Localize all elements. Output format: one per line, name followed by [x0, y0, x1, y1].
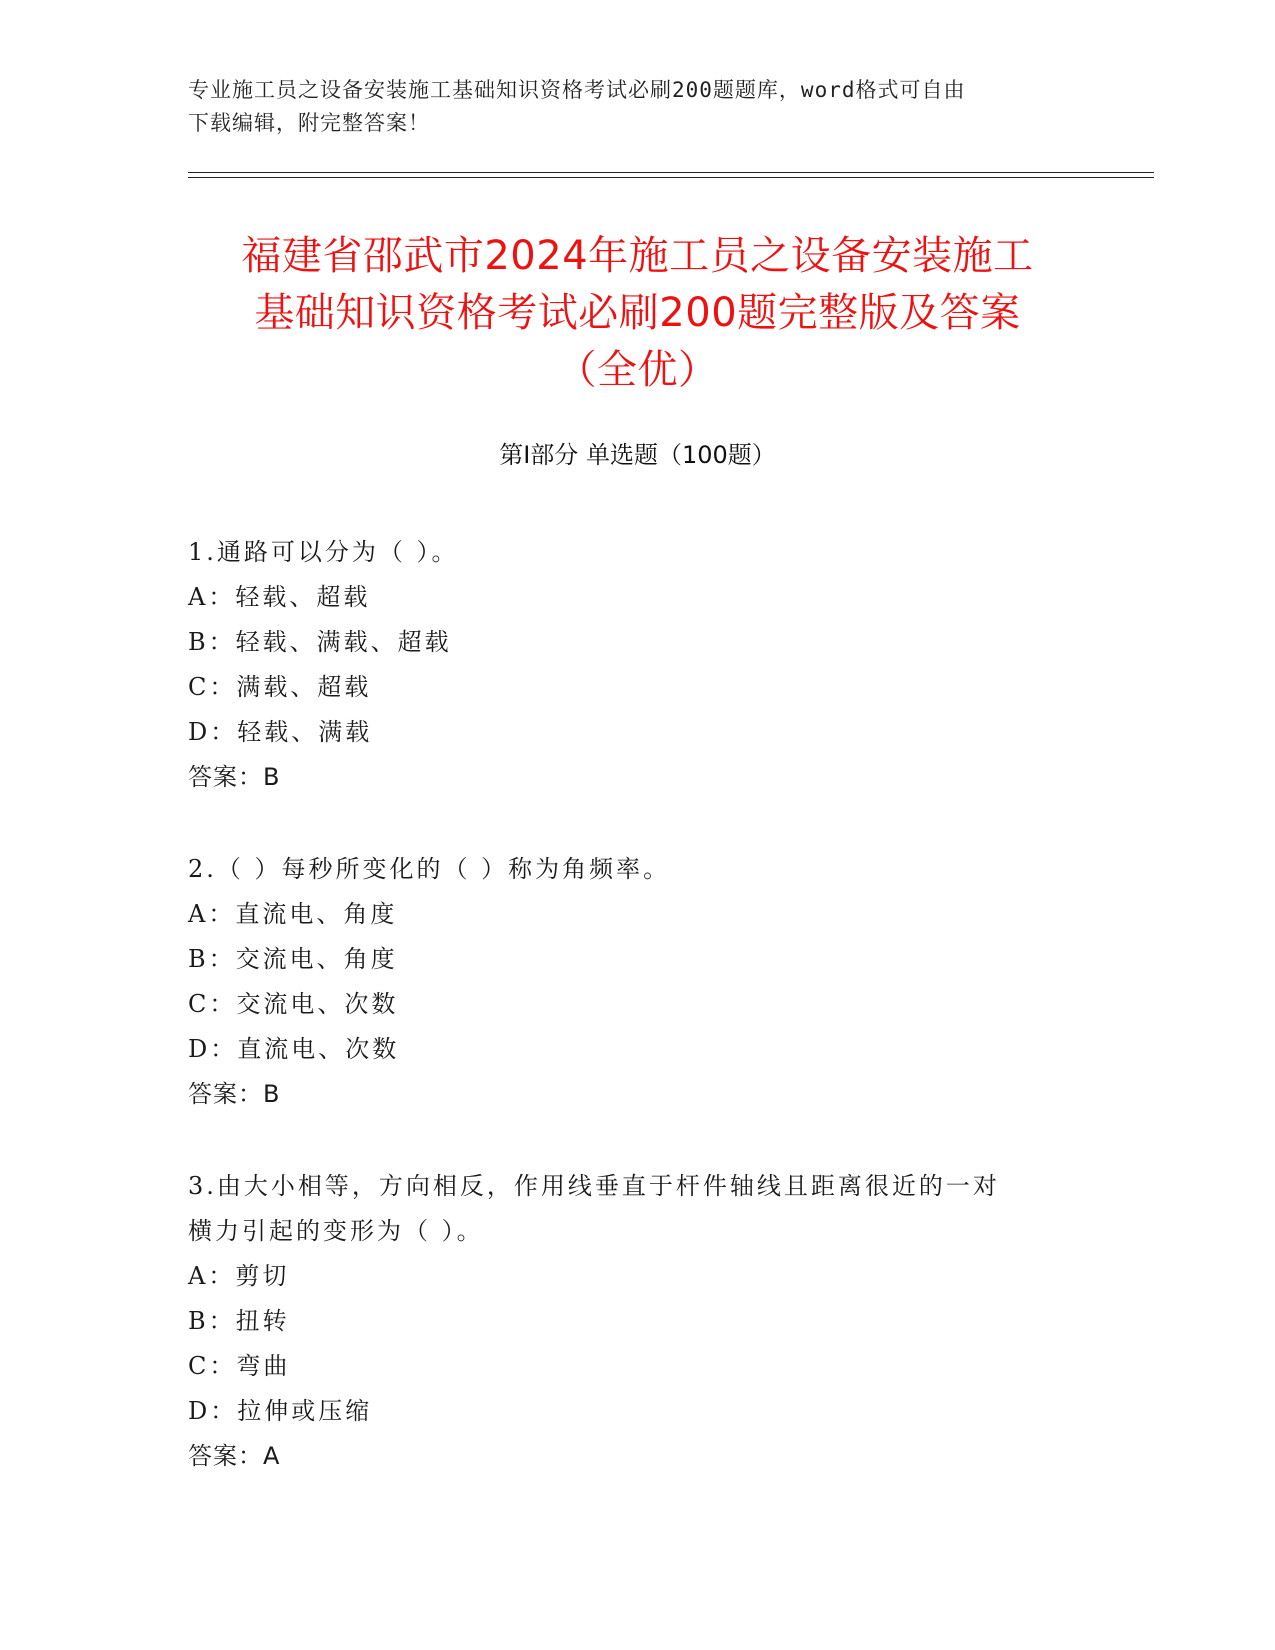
- header-divider-top: [188, 172, 1154, 173]
- option-c: C：弯曲: [188, 1352, 291, 1380]
- title-line-3: （全优）: [556, 347, 719, 393]
- option-d: D：拉伸或压缩: [188, 1397, 373, 1425]
- section-heading: 第Ⅰ部分 单选题（100题）: [499, 441, 776, 469]
- answer: 答案：B: [188, 1080, 281, 1108]
- option-d: D：轻载、满载: [188, 718, 373, 746]
- option-b: B：交流电、角度: [188, 945, 398, 973]
- header-note-line-2: 下载编辑，附完整答案！: [188, 111, 430, 135]
- question-text-line-2: 横力引起的变形为（ ）。: [188, 1217, 484, 1245]
- question-1: [188, 530, 1088, 800]
- option-c: C：满载、超载: [188, 673, 372, 701]
- question-text: 2.（ ）每秒所变化的（ ）称为角频率。: [188, 855, 671, 883]
- title-line-2: 基础知识资格考试必刷200题完整版及答案: [254, 290, 1021, 336]
- question-list: [188, 530, 1088, 1526]
- option-c: C：交流电、次数: [188, 990, 399, 1018]
- title-line-1: 福建省邵武市2024年施工员之设备安装施工: [241, 233, 1034, 279]
- header-note-line-1: 专业施工员之设备安装施工基础知识资格考试必刷200题题库，word格式可自由: [188, 78, 966, 102]
- option-a: A：轻载、超载: [188, 583, 371, 611]
- question-3: [188, 1164, 1088, 1479]
- option-d: D：直流电、次数: [188, 1035, 400, 1063]
- option-a: A：剪切: [188, 1262, 290, 1290]
- header-note: [188, 74, 1088, 140]
- header-divider-bottom: [188, 177, 1154, 178]
- document-title: [150, 228, 1125, 399]
- option-b: B：轻载、满载、超载: [188, 628, 452, 656]
- answer: 答案：B: [188, 763, 281, 791]
- option-b: B：扭转: [188, 1307, 290, 1335]
- answer: 答案：A: [188, 1442, 281, 1470]
- question-text: 1.通路可以分为（ ）。: [188, 538, 459, 566]
- option-a: A：直流电、角度: [188, 900, 398, 928]
- question-text-line-1: 3.由大小相等，方向相反，作用线垂直于杆件轴线且距离很近的一对: [188, 1172, 1000, 1200]
- question-2: [188, 847, 1088, 1117]
